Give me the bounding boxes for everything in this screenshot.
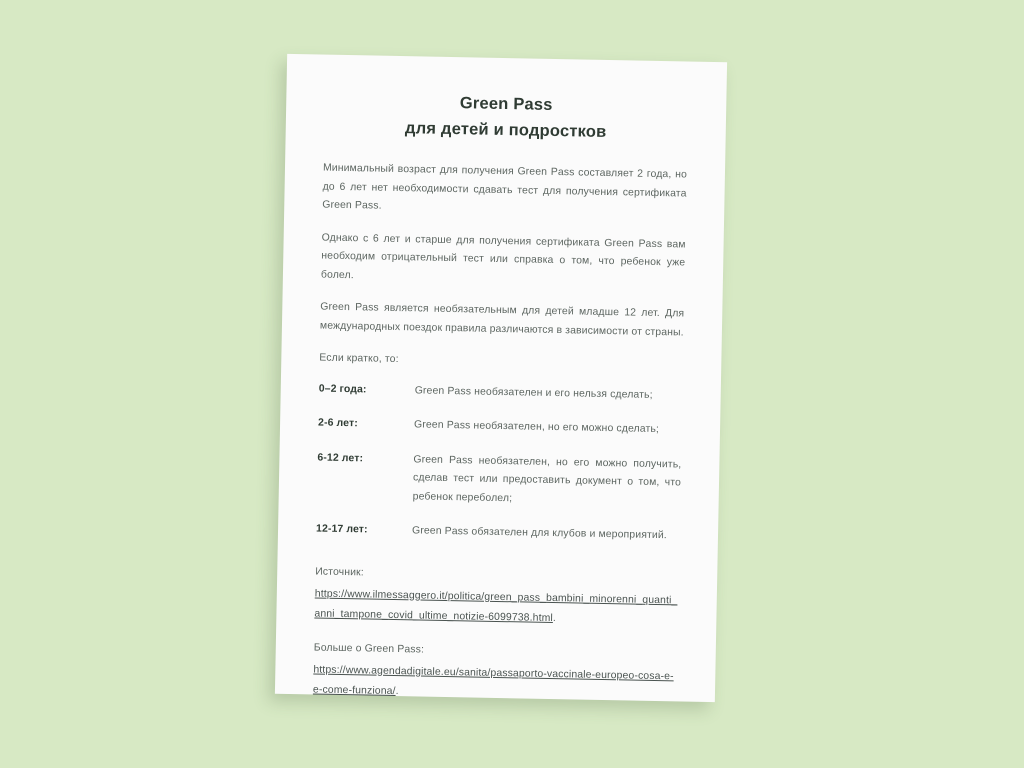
age-group-description: Green Pass обязателен для клубов и мероприятий.: [411, 525, 667, 542]
age-rules-table: [316, 380, 683, 562]
age-group-label: 0–2 года:: [318, 383, 367, 396]
source-link-period: .: [552, 612, 557, 624]
title-line-1: Green Pass: [459, 94, 553, 114]
age-group-label: 2-6 лет:: [317, 417, 358, 430]
source-block: [314, 563, 679, 630]
age-group-description: Green Pass необязателен, но его можно получить, сделав тест или предоставить документ о том, что ребенок переболел;: [412, 454, 682, 505]
table-row: [316, 521, 681, 562]
source-link[interactable]: https://www.ilmessaggero.it/politica/green_pass_bambini_minorenni_quanti_anni_tampone_covid_ultime_notizie-6099738.html: [314, 588, 678, 624]
age-group-label: 12-17 лет:: [315, 523, 368, 536]
page-title: [324, 89, 689, 147]
more-info-link-period: .: [395, 685, 399, 697]
more-info-block: [313, 639, 678, 706]
summary-lead-in: Если кратко, то:: [319, 352, 399, 366]
source-label: Источник:: [315, 566, 364, 579]
more-info-label: Больше о Green Pass:: [313, 642, 425, 656]
age-group-label: 6-12 лет:: [317, 452, 364, 465]
more-info-link[interactable]: https://www.agendadigitale.eu/sanita/passaporto-vaccinale-europeo-cosa-e-e-come-funziona/: [312, 664, 674, 697]
paragraph-3: Green Pass является необязательным для детей младше 12 лет. Для международных поездок правила различаются в зависимости от страны.: [319, 301, 685, 339]
paragraph-1: Минимальный возраст для получения Green Pass составляет 2 года, но до 6 лет нет необходимости сдавать тест для получения сертификата Green Pass.: [322, 162, 688, 212]
table-row: [316, 449, 681, 528]
paragraph-2: Однако с 6 лет и старше для получения сертификата Green Pass вам необходим отрицательный тест или справка о том, что ребенок уже болел.: [320, 232, 686, 281]
age-group-description: Green Pass необязателен и его нельзя сделать;: [414, 385, 653, 401]
title-line-2: для детей и подростков: [404, 118, 607, 141]
age-group-description: Green Pass необязателен, но его можно сделать;: [413, 419, 660, 436]
document-sheet: [275, 54, 727, 702]
